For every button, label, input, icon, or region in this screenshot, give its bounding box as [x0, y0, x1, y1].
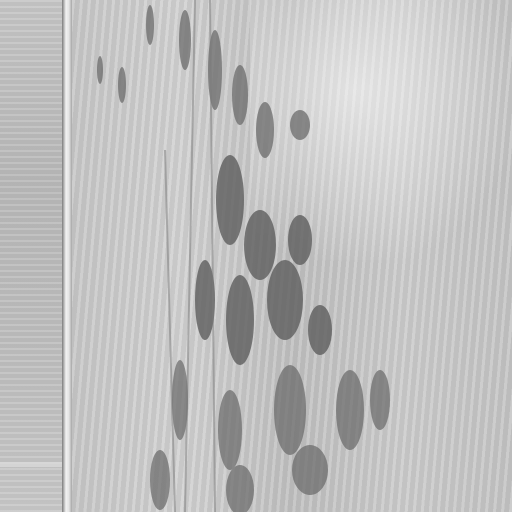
- tree-cluster-middle: [195, 155, 332, 365]
- tree-cluster-upper: [97, 5, 310, 158]
- tree-trunks: [165, 0, 215, 512]
